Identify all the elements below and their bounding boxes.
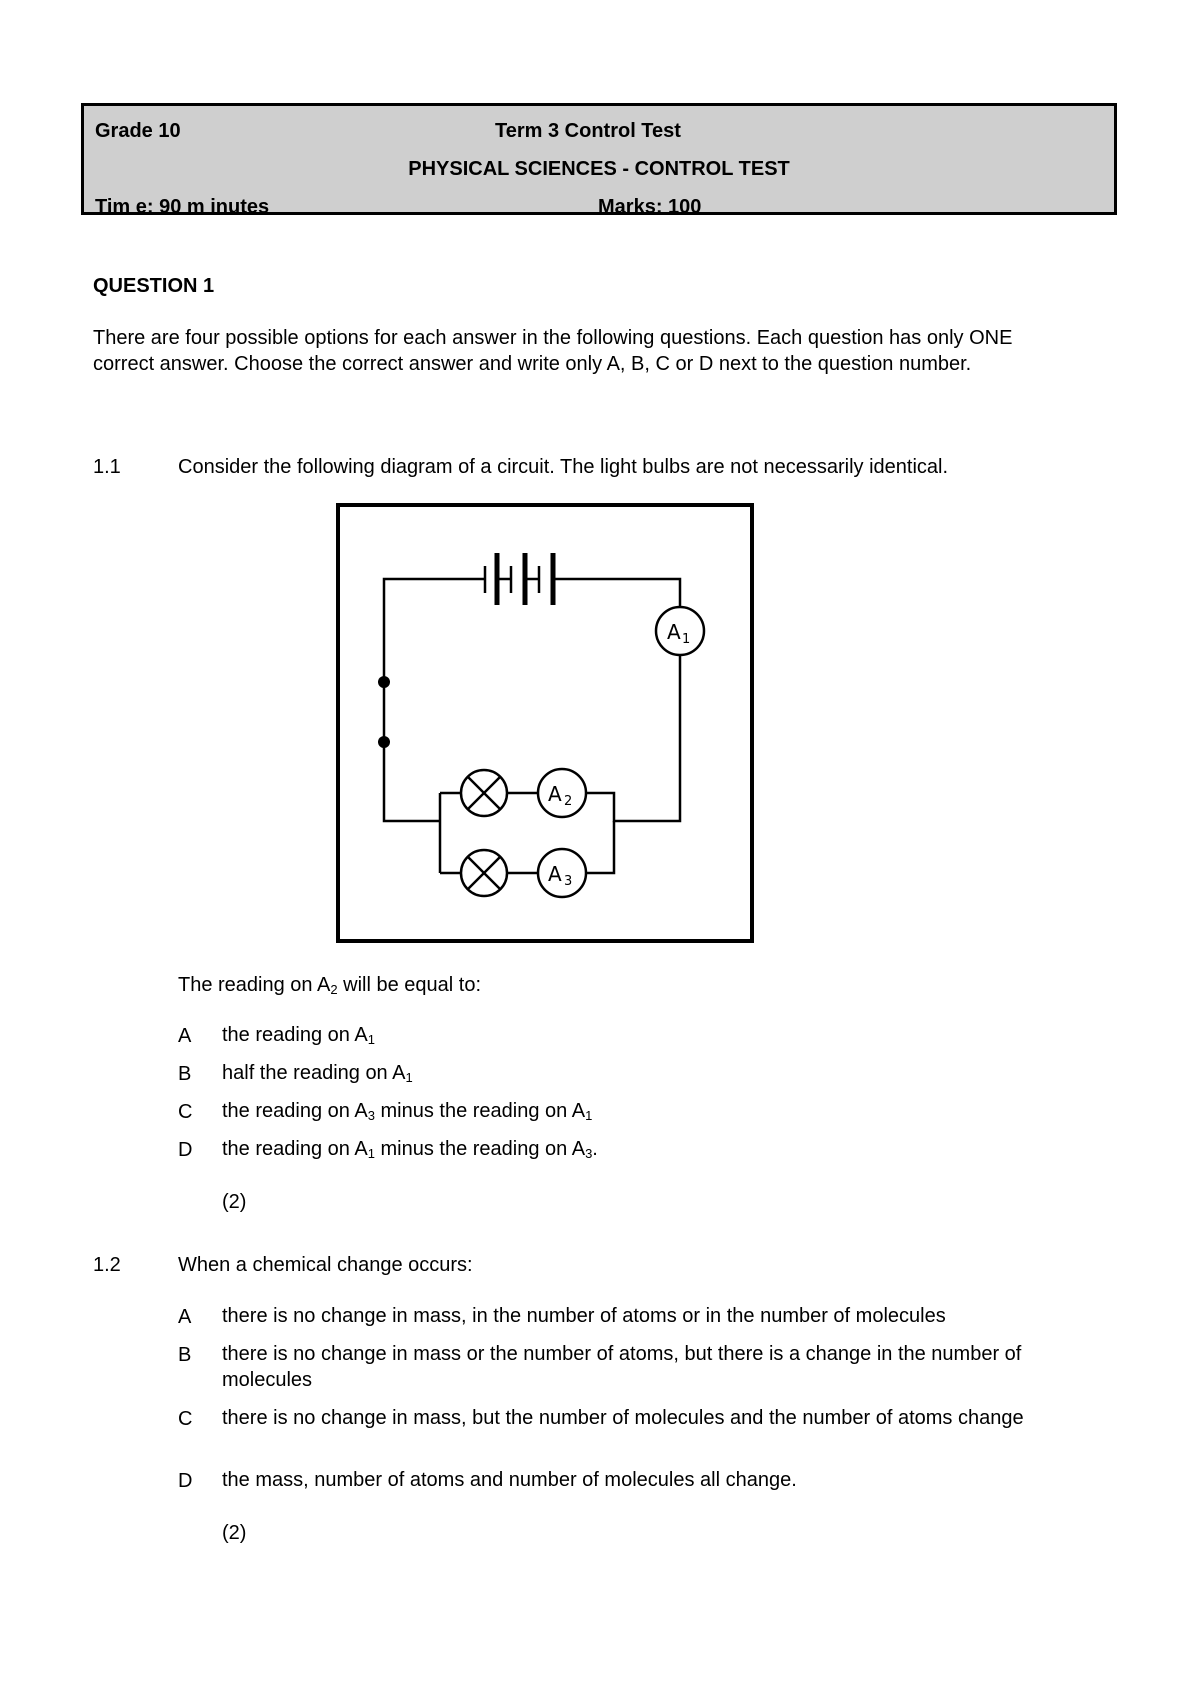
option-1-2-a-letter: A [178,1306,192,1328]
marks-label: Marks: 100 [598,196,702,218]
question-1-2-marks: (2) [222,1522,247,1544]
switch-terminal-bottom [378,736,390,748]
ammeter-a1 [656,607,704,655]
option-1-1-a-letter: A [178,1025,192,1047]
ammeter-a2 [538,769,586,817]
question-1-1-prompt: The reading on $A_2$ will be equal to: [178,974,481,997]
ammeter-a2-label: A [548,782,562,806]
option-1-2-d-text[interactable]: the mass, number of atoms and number of molecules all change. [222,1469,797,1491]
question-1-1-text: Consider the following diagram of a circuit. The light bulbs are not necessarily identical. [178,456,949,478]
grade-label: Grade 10 [95,120,181,142]
question-1-heading: QUESTION 1 [93,275,215,297]
ammeter-a2-subscript: 2 [564,794,573,809]
question-1-2-number: 1.2 [93,1254,121,1276]
option-1-1-a-text[interactable]: the reading on $A_1$ [222,1024,375,1047]
option-1-1-c-letter: C [178,1101,193,1123]
option-1-2-d-letter: D [178,1470,193,1492]
ammeter-a3-label: A [548,862,562,886]
switch-terminal-top [378,676,390,688]
option-1-2-c-letter: C [178,1408,193,1430]
option-1-2-c-text[interactable]: there is no change in mass, but the number of molecules and the number of atoms change [222,1407,1024,1429]
option-1-1-d-letter: D [178,1139,193,1161]
ammeter-a1-subscript: 1 [682,632,691,647]
question-1-1-marks: (2) [222,1191,247,1213]
bulb-bottom [461,850,507,896]
option-1-1-d-text[interactable]: the reading on $A_1$ minus the reading on $A_3$. [222,1138,598,1161]
option-1-2-b-letter: B [178,1344,192,1366]
time-label: Tim e: 90 m inutes [95,196,270,218]
option-1-2-a-text[interactable]: there is no change in mass, in the number of atoms or in the number of molecules [222,1305,946,1327]
option-1-1-c-text[interactable]: the reading on $A_3$ minus the reading on $A_1$ [222,1100,593,1123]
ammeter-a3-subscript: 3 [564,874,573,889]
option-1-1-b-text[interactable]: half the reading on $A_1$ [222,1062,413,1085]
ammeter-a3 [538,849,586,897]
question-1-1-number: 1.1 [93,456,121,478]
term-label: Term 3 Control Test [495,120,681,142]
option-1-1-b-letter: B [178,1063,192,1085]
question-1-instructions: There are four possible options for each answer in the following questions. Each question has only ONE correct answer. Choose the correct answer and write only A, B, C or D next to the question number. [93,327,1013,375]
question-1-2-text: When a chemical change occurs: [178,1254,473,1276]
subject-title: PHYSICAL SCIENCES - CONTROL TEST [408,158,790,180]
option-1-2-b-text[interactable]: there is no change in mass or the number of atoms, but there is a change in the number of molecules [222,1343,1022,1391]
ammeter-a1-label: A [667,620,681,644]
test-header [81,103,1117,218]
circuit-diagram [336,503,754,943]
bulb-top [461,770,507,816]
